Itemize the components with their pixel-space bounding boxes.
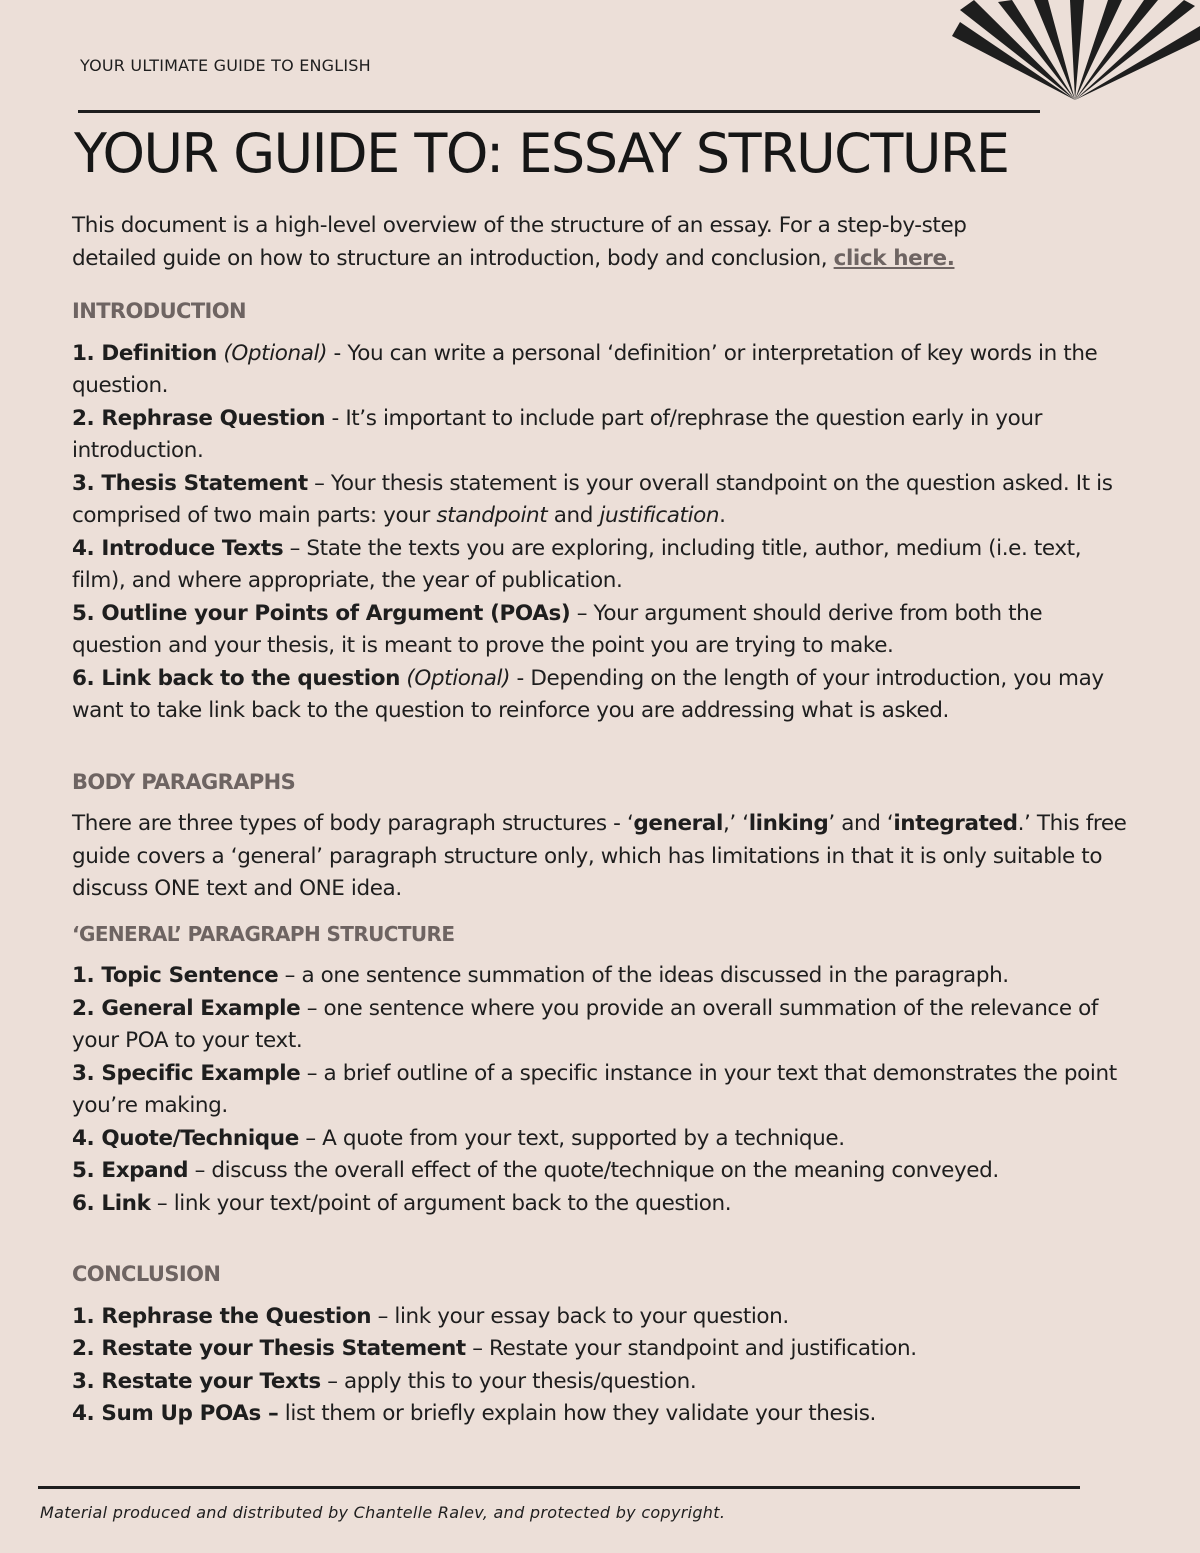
conclusion-list [72, 1301, 1132, 1431]
list-item: 4. Sum Up POAs – list them or briefly explain how they validate your thesis. [72, 1401, 876, 1426]
intro-paragraph [72, 210, 1132, 275]
list-item: 2. Rephrase Question - It’s important to include part of/rephrase the question early in your introduction. [72, 405, 1043, 463]
list-item: 5. Outline your Points of Argument (POAs) – Your argument should derive from both the question and your thesis, it is meant to prove the point you are trying to make. [72, 600, 1043, 658]
body-structure-list [72, 960, 1132, 1220]
list-item: 3. Thesis Statement – Your thesis statement is your overall standpoint on the question asked. It is comprised of two main parts: your standpoint and justification. [72, 470, 1113, 528]
list-item: 5. Expand – discuss the overall effect of the quote/technique on the meaning conveyed. [72, 1158, 999, 1183]
section-heading-conclusion: CONCLUSION [72, 1262, 221, 1286]
top-divider [78, 110, 1040, 113]
page-title: YOUR GUIDE TO: ESSAY STRUCTURE [74, 122, 1009, 185]
list-item: 4. Introduce Texts – State the texts you are exploring, including title, author, medium (i.e. text, film), and where appropriate, the year of publication. [72, 535, 1082, 593]
subsection-heading-general-structure: ‘GENERAL’ PARAGRAPH STRUCTURE [72, 921, 455, 946]
document-kicker: YOUR ULTIMATE GUIDE TO ENGLISH [80, 56, 371, 75]
list-item: 1. Topic Sentence – a one sentence summation of the ideas discussed in the paragraph. [72, 963, 1009, 988]
list-item: 1. Definition (Optional) - You can write a personal ‘definition’ or interpretation of key words in the question. [72, 340, 1098, 398]
list-item: 4. Quote/Technique – A quote from your text, supported by a technique. [72, 1125, 845, 1151]
list-item: 2. General Example – one sentence where you provide an overall summation of the relevance of your POA to your text. [72, 995, 1099, 1053]
intro-line-1: This document is a high-level overview of the structure of an essay. For a step-by-step [72, 213, 967, 238]
copyright-footer: Material produced and distributed by Chantelle Ralev, and protected by copyright. [40, 1503, 726, 1522]
footer-divider [38, 1486, 1080, 1489]
introduction-list [72, 338, 1132, 728]
list-item: 1. Rephrase the Question – link your essay back to your question. [72, 1303, 789, 1329]
guide-link[interactable]: click here. [833, 245, 955, 271]
list-item: 6. Link back to the question (Optional) - Depending on the length of your introduction, you may want to take link back to the question to reinforce you are addressing what is asked. [72, 665, 1104, 723]
list-item: 6. Link – link your text/point of argument back to the question. [72, 1190, 732, 1216]
list-item: 2. Restate your Thesis Statement – Restate your standpoint and justification. [72, 1336, 917, 1361]
sunburst-decoration-icon [950, 0, 1200, 100]
list-item: 3. Specific Example – a brief outline of a specific instance in your text that demonstrates the point you’re making. [72, 1060, 1117, 1118]
body-intro-paragraph: There are three types of body paragraph structures - ‘general,’ ‘linking’ and ‘integrated.’ This free guide covers a ‘general’ paragraph structure only, which has limitations in that it is only suitable to discuss ONE text and ONE idea. [72, 811, 1127, 901]
document-body [72, 210, 1132, 1431]
intro-line-2: detailed guide on how to structure an introduction, body and conclusion, [72, 245, 834, 271]
section-heading-introduction: INTRODUCTION [72, 299, 246, 323]
list-item: 3. Restate your Texts – apply this to your thesis/question. [72, 1368, 697, 1394]
section-heading-body: BODY PARAGRAPHS [72, 769, 296, 794]
